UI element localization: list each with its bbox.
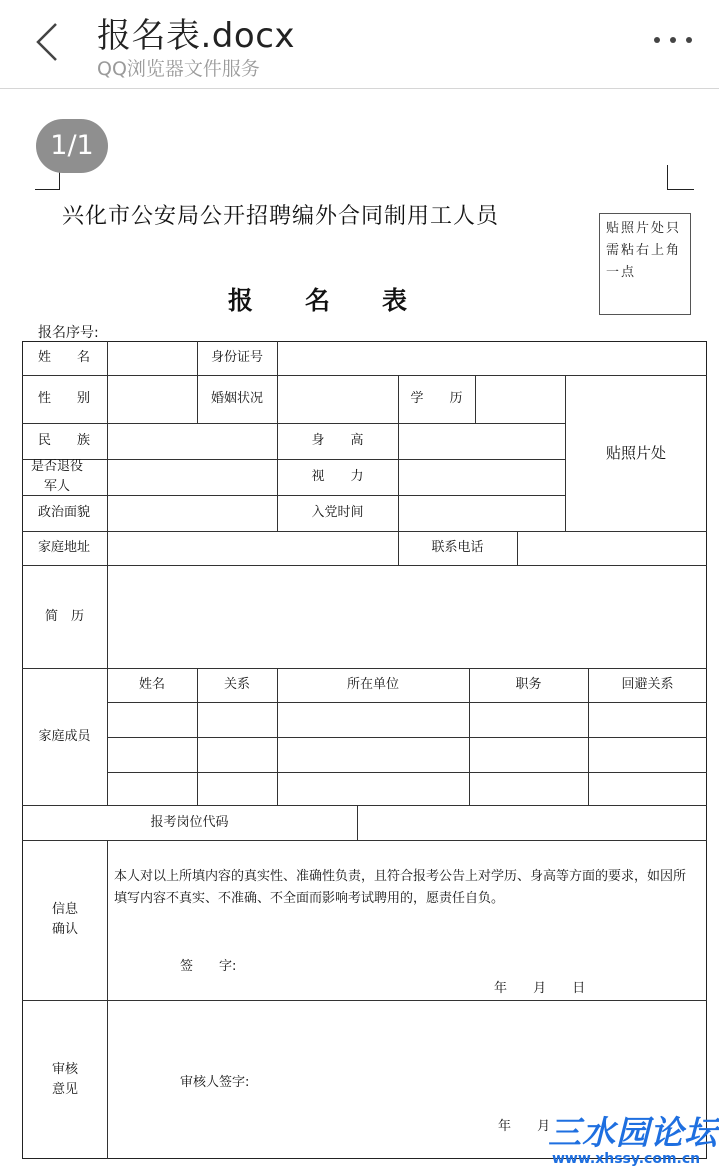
organization-title: 兴化市公安局公开招聘编外合同制用工人员 [62, 204, 500, 229]
col-line [277, 341, 278, 375]
document-title: 报名表.docx [97, 16, 296, 56]
row-line [22, 1000, 707, 1001]
label-gender: 性 别 [38, 391, 91, 406]
page-indicator: 1/1 [36, 119, 108, 173]
more-options-button[interactable] [651, 28, 695, 52]
registration-table [0, 89, 719, 1174]
label-id-number: 身份证号 [210, 350, 263, 365]
document-subtitle: QQ浏览器文件服务 [97, 58, 260, 80]
label-vision: 视 力 [311, 469, 364, 484]
label-marital-status: 婚姻状况 [210, 391, 263, 406]
family-header-relation: 关系 [223, 677, 250, 692]
label-phone: 联系电话 [431, 540, 484, 555]
col-line [107, 840, 108, 1159]
watermark-url: www.xhssy.com.cn [552, 1151, 701, 1167]
label-height: 身 高 [311, 433, 364, 448]
row-line [22, 531, 707, 532]
label-home-address: 家庭地址 [38, 540, 91, 555]
photo-note-box: 贴照片处只需粘右上角一点 [599, 213, 691, 315]
label-position-code: 报考岗位代码 [150, 814, 229, 830]
signature-label: 签 字: [180, 959, 237, 974]
label-veteran: 是否退役军人 [30, 459, 83, 494]
back-button[interactable] [22, 14, 72, 70]
label-info-confirm: 信息确认 [51, 902, 78, 937]
family-header-position: 职务 [515, 677, 542, 692]
form-title-char: 表 [382, 286, 408, 315]
sequence-number-label: 报名序号: [38, 325, 99, 341]
declaration-text: 本人对以上所填内容的真实性、准确性负责，且符合报考公告上对学历、身高等方面的要求，如因所填写内容不真实、不准确、不全面而影响考试聘用的，愿责任自负。 [114, 869, 687, 906]
form-title-char: 报 [228, 286, 254, 315]
chevron-left-icon [22, 14, 72, 70]
top-app-bar [0, 0, 719, 89]
watermark-logo-text: 三水园论坛 [548, 1113, 718, 1152]
more-dots-icon [651, 28, 695, 52]
document-viewer[interactable] [0, 89, 719, 1174]
date-label: 年 月 日 [494, 981, 586, 996]
col-line [107, 341, 108, 805]
col-line [517, 531, 518, 565]
review-date-label: 年 月 [498, 1119, 551, 1134]
label-education: 学 历 [410, 391, 463, 406]
label-name: 姓 名 [38, 350, 91, 365]
label-family-members: 家庭成员 [38, 728, 91, 744]
family-header-name: 姓名 [138, 677, 165, 692]
col-line [357, 805, 358, 840]
label-political-status: 政治面貌 [38, 505, 91, 520]
label-party-join-date: 入党时间 [311, 505, 364, 520]
family-header-avoidance: 回避关系 [621, 677, 674, 692]
family-header-workplace: 所在单位 [346, 677, 399, 692]
label-resume: 简 历 [44, 608, 84, 624]
form-title-char: 名 [305, 286, 331, 315]
reviewer-signature-label: 审核人签字: [180, 1075, 250, 1090]
label-photo-area: 贴照片处 [605, 444, 666, 462]
label-ethnicity: 民 族 [38, 433, 91, 448]
col-line [475, 375, 476, 423]
label-review-opinion: 审核意见 [51, 1061, 78, 1097]
row-line [22, 840, 707, 841]
forum-watermark [548, 1107, 719, 1174]
row-line [22, 565, 707, 566]
